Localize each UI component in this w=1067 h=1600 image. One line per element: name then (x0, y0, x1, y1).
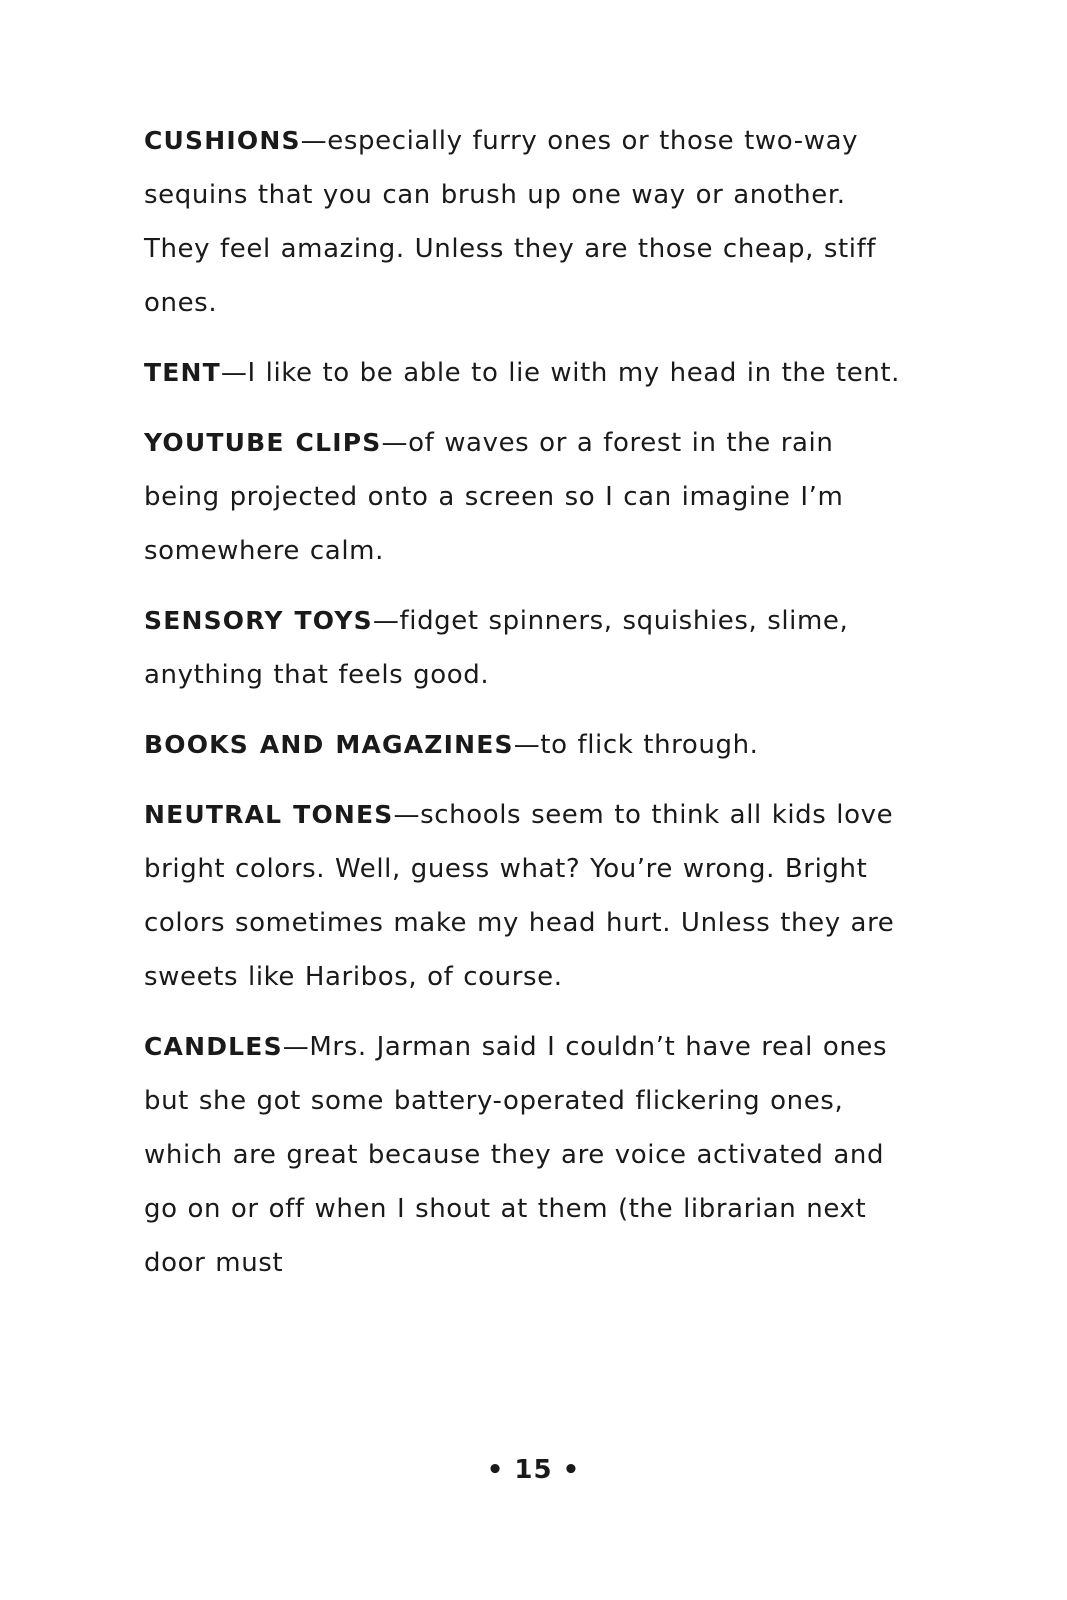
entry-text: —to flick through. (513, 730, 759, 760)
entry-term: TENT (144, 358, 221, 387)
entry-tent (144, 346, 904, 400)
entry-text: —of waves or a forest in the rain being projected onto a screen so I can imagine I’m somewhere calm. (144, 428, 844, 566)
entry-term: BOOKS AND MAGAZINES (144, 730, 514, 759)
entry-books-and-magazines (144, 718, 904, 772)
entry-neutral-tones (144, 788, 904, 1004)
entry-candles (144, 1020, 904, 1290)
page-number: • 15 • (486, 1455, 581, 1485)
entry-term: CANDLES (144, 1032, 283, 1061)
entry-term: NEUTRAL TONES (144, 800, 394, 829)
entry-term: YOUTUBE CLIPS (144, 428, 382, 457)
body-text (144, 114, 904, 1306)
entry-term: CUSHIONS (144, 126, 301, 155)
entry-text: —fidget spinners, squishies, slime, anything that feels good. (144, 606, 849, 690)
entry-youtube-clips (144, 416, 904, 578)
entry-cushions (144, 114, 904, 330)
entry-text: —Mrs. Jarman said I couldn’t have real ones but she got some battery-operated flickering ones, which are great because they are voice activated and go on or off when I shout at them (the librarian next door must (144, 1032, 888, 1278)
entry-sensory-toys (144, 594, 904, 702)
entry-text: —I like to be able to lie with my head in the tent. (220, 358, 901, 388)
entry-term: SENSORY TOYS (144, 606, 373, 635)
entry-text: —especially furry ones or those two-way sequins that you can brush up one way or another. They feel amazing. Unless they are those cheap, stiff ones. (144, 126, 877, 318)
entry-text: —schools seem to think all kids love bright colors. Well, guess what? You’re wrong. Bright colors sometimes make my head hurt. Unless they are sweets like Haribos, of course. (144, 800, 895, 992)
